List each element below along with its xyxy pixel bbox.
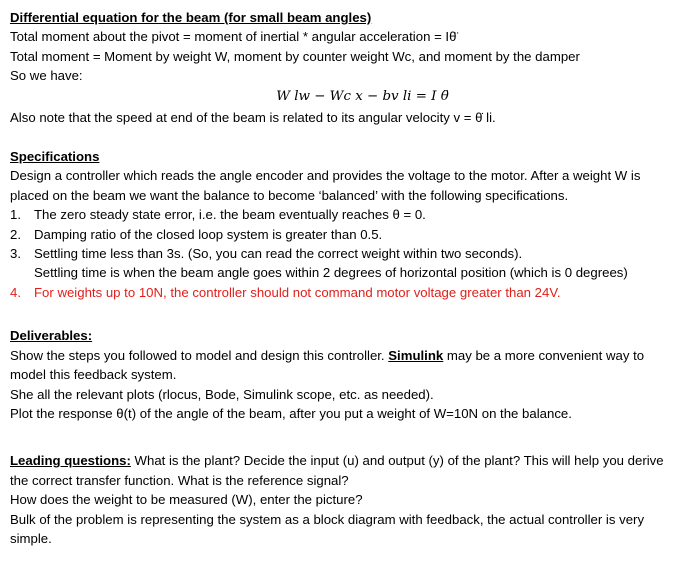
- text-line: She all the relevant plots (rlocus, Bode, Simulink scope, etc. as needed).: [10, 386, 434, 402]
- list-number: 2.: [10, 226, 21, 242]
- list-text: For weights up to 10N, the controller should not command motor voltage greater than 24V.: [34, 284, 561, 300]
- text-line: [10, 346, 685, 365]
- text-line: Design a controller which reads the angle encoder and provides the voltage to the motor. After a weight W is: [10, 168, 641, 184]
- list-item-continuation: [10, 263, 685, 282]
- section-heading-specifications: Specifications: [10, 149, 100, 165]
- list-item-highlighted: [10, 283, 685, 302]
- section-heading-differential-equation: Differential equation for the beam (for small beam angles): [10, 10, 372, 25]
- text-line: How does the weight to be measured (W), enter the picture?: [10, 492, 363, 508]
- section-heading-deliverables: Deliverables:: [10, 328, 93, 344]
- text-line: [10, 451, 685, 470]
- text-line: Total moment = Moment by weight W, moment by counter weight Wc, and moment by the damper: [10, 48, 580, 64]
- text-line: placed on the beam we want the balance to become ‘balanced’ with the following specifications.: [10, 187, 569, 203]
- text-line: Also note that the speed at end of the beam is related to its angular velocity v = θ̇ li.: [10, 109, 496, 125]
- text-line: So we have:: [10, 68, 83, 84]
- list-text: The zero steady state error, i.e. the beam eventually reaches θ = 0.: [34, 207, 426, 223]
- section-heading-leading-questions: Leading questions:: [10, 453, 131, 469]
- text-fragment: may be a more convenient way to: [443, 347, 645, 363]
- specifications-list: [10, 205, 685, 302]
- list-text: Damping ratio of the closed loop system is greater than 0.5.: [34, 226, 383, 242]
- text-line: Bulk of the problem is representing the system as a block diagram with feedback, the actual controller is very: [10, 511, 645, 527]
- list-number: 3.: [10, 246, 21, 262]
- document-page: [10, 8, 685, 548]
- text-line: the correct transfer function. What is the reference signal?: [10, 472, 349, 488]
- list-number: 1.: [10, 207, 21, 223]
- list-text: Settling time less than 3s. (So, you can read the correct weight within two seconds).: [34, 246, 523, 262]
- text-fragment: What is the plant? Decide the input (u) and output (y) of the plant? This will help you derive: [130, 453, 664, 469]
- text-line: simple.: [10, 530, 52, 546]
- list-text: Settling time is when the beam angle goes within 2 degrees of horizontal position (which is 0 degrees): [34, 265, 628, 281]
- text-line: Plot the response θ(t) of the angle of the beam, after you put a weight of W=10N on the balance.: [10, 405, 572, 421]
- list-number: 4.: [10, 284, 21, 300]
- list-item: [10, 205, 685, 224]
- text-line: model this feedback system.: [10, 367, 177, 383]
- list-item: [10, 244, 685, 263]
- simulink-text: Simulink: [388, 347, 444, 363]
- list-item: [10, 225, 685, 244]
- text-line: Total moment about the pivot = moment of inertial * angular acceleration = Iθ̈: [10, 29, 457, 45]
- beam-equation: W lw − Wc x − bv li = I θ̈: [276, 88, 449, 104]
- text-fragment: Show the steps you followed to model and design this controller.: [10, 347, 389, 363]
